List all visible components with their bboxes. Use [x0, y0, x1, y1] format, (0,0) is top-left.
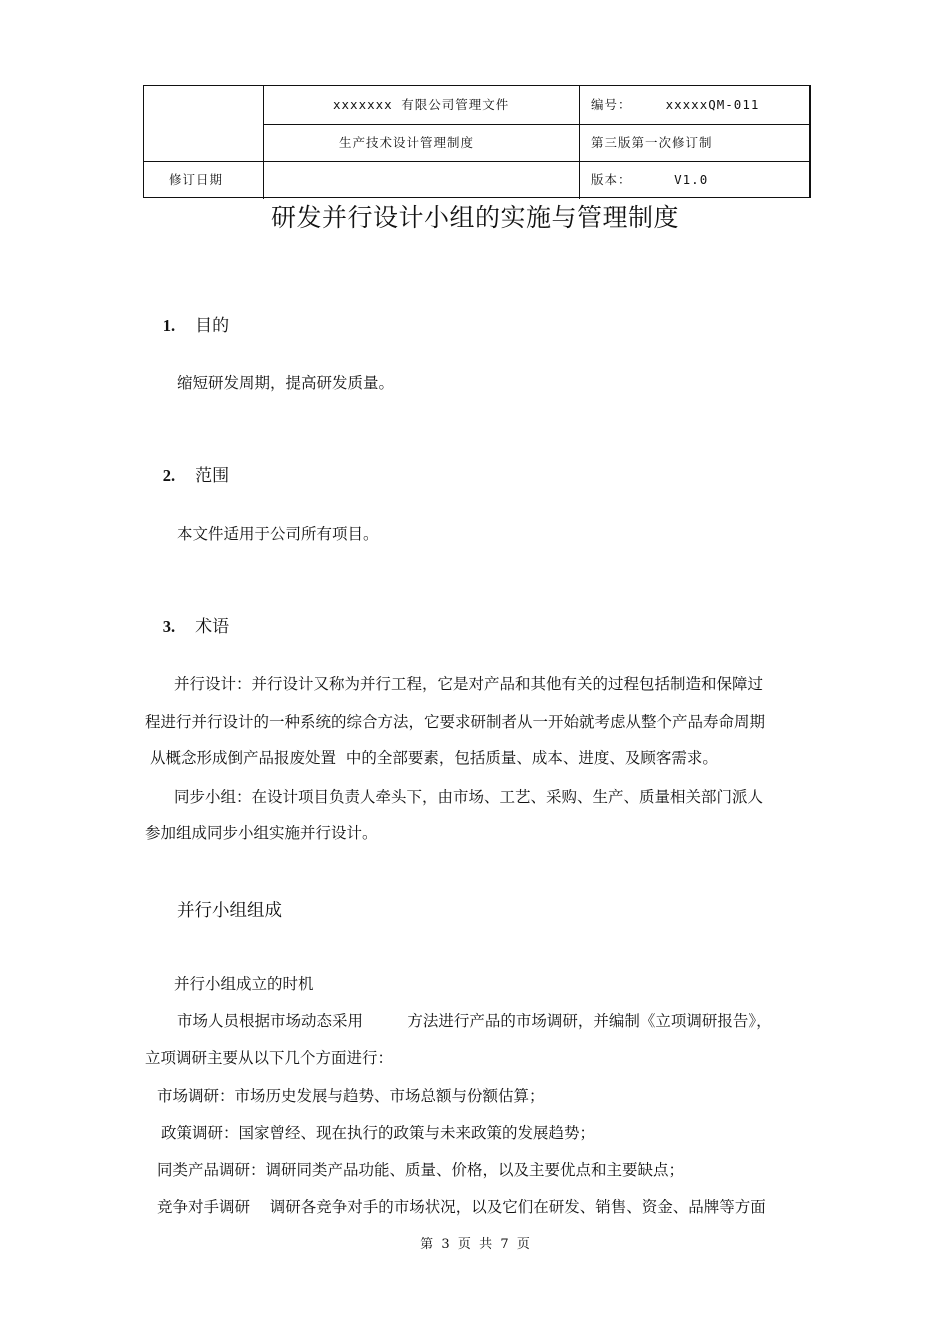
table-divider: [263, 124, 810, 125]
section-heading: [143, 446, 229, 506]
document-code: 编号： xxxxxQM-011: [591, 97, 760, 112]
section-heading: [143, 597, 229, 657]
list-item: 市场调研：市场历史发展与趋势、市场总额与份额估算；: [157, 1087, 545, 1105]
section-number: 2.: [162, 466, 176, 485]
revision-date-label: 修订日期: [169, 172, 224, 187]
paragraph-line: 立项调研主要从以下几个方面进行：: [145, 1049, 394, 1067]
table-divider: [144, 161, 810, 162]
table-divider: [263, 86, 264, 199]
term-concurrent-design: 并行设计：并行设计又称为并行工程，它是对产品和其他有关的过程包括制造和保障过: [174, 675, 764, 693]
list-item: 政策调研：国家曾经、现在执行的政策与未来政策的发展趋势；: [161, 1124, 596, 1142]
document-title: 研发并行设计小组的实施与管理制度: [270, 203, 679, 232]
section-body: 本文件适用于公司所有项目。: [177, 525, 379, 543]
subsection-subheading: 并行小组成立的时机: [174, 975, 314, 993]
version-label: 版本： V1.0: [591, 172, 709, 187]
term-concurrent-design: 从概念形成倒产品报废处置 中的全部要素，包括质量、成本、进度、及顾客需求。: [150, 749, 718, 767]
term-sync-team: 同步小组：在设计项目负责人牵头下，由市场、工艺、采购、生产、质量相关部门派人: [174, 788, 764, 806]
list-item: 同类产品调研：调研同类产品功能、质量、价格，以及主要优点和主要缺点；: [157, 1161, 685, 1179]
header-table: [143, 85, 811, 198]
page-number: 第 3 页 共 7 页: [420, 1237, 530, 1252]
list-item: 竞争对手调研 调研各竞争对手的市场状况，以及它们在研发、销售、资金、品牌等方面: [157, 1198, 766, 1216]
term-concurrent-design: 程进行并行设计的一种系统的综合方法，它要求研制者从一开始就考虑从整个产品寿命周期: [145, 713, 766, 731]
company-doc-title: xxxxxxx 有限公司管理文件: [333, 97, 510, 112]
section-title: 范围: [195, 466, 230, 486]
subsection-heading: 并行小组组成: [177, 901, 282, 921]
section-number: 1.: [162, 316, 176, 335]
section-body: 缩短研发周期，提高研发质量。: [177, 374, 395, 392]
revision-info: 第三版第一次修订制: [591, 135, 713, 150]
term-sync-team: 参加组成同步小组实施并行设计。: [145, 824, 378, 842]
section-number: 3.: [162, 617, 176, 636]
regulation-name: 生产技术设计管理制度: [339, 135, 475, 150]
table-divider: [579, 86, 580, 199]
section-title: 目的: [195, 316, 230, 336]
section-heading: [143, 296, 229, 356]
paragraph-line: 市场人员根据市场动态采用 方法进行产品的市场调研，并编制《立项调研报告》，: [177, 1012, 772, 1030]
section-title: 术语: [195, 617, 230, 637]
